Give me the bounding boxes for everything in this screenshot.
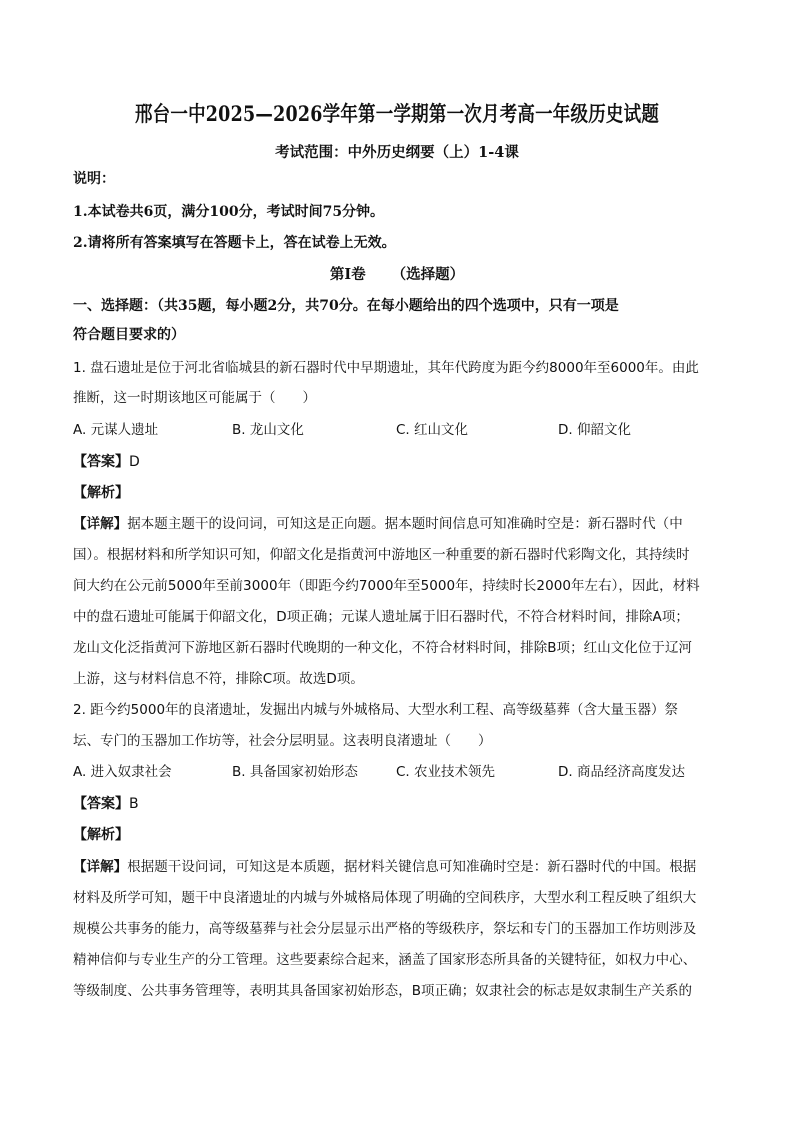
answer-label: 【答案】 bbox=[73, 454, 129, 470]
detail-label: 【详解】 bbox=[73, 516, 128, 532]
instructions-heading: 说明： bbox=[73, 171, 115, 187]
question-stem: 推断，这一时期该地区可能属于（ ） bbox=[73, 390, 316, 406]
question-stem: 1. 盘石遗址是位于河北省临城县的新石器时代中早期遗址，其年代跨度为距今约8000年至6000年。由此 bbox=[73, 360, 699, 376]
section-instruction: 一、选择题：（共35题，每小题2分，共70分。在每小题给出的四个选项中，只有一项是 bbox=[73, 298, 619, 314]
option-c: C. 农业技术领先 bbox=[396, 764, 496, 780]
analysis-line bbox=[73, 825, 723, 845]
option-a: A. 元谋人遗址 bbox=[73, 422, 159, 438]
detail-line: 龙山文化泛指黄河下游地区新石器时代晚期的一种文化，不符合材料时间，排除B项；红山文化位于辽河 bbox=[73, 640, 693, 656]
section-instruction: 符合题目要求的） bbox=[73, 327, 185, 343]
page-title: 邢台一中2025—2026学年第一学期第一次月考高一年级历史试题 bbox=[134, 101, 660, 126]
option-b: B. 具备国家初始形态 bbox=[232, 764, 358, 780]
option-d: D. 仰韶文化 bbox=[558, 422, 631, 438]
exam-scope: 考试范围：中外历史纲要（上）1-4课 bbox=[275, 144, 519, 161]
answer-value: B bbox=[129, 796, 139, 812]
option-c: C. 红山文化 bbox=[396, 422, 469, 438]
question-stem: 2. 距今约5000年的良渚遗址，发掘出内城与外城格局、大型水利工程、高等级墓葬（含大量玉器）祭 bbox=[73, 702, 679, 718]
detail-line: 【详解】根据题干设问词，可知这是本质题，据材料关键信息可知准确时空是：新石器时代的中国。根据 bbox=[73, 859, 697, 875]
option-d: D. 商品经济高度发达 bbox=[558, 764, 685, 780]
answer-value: D bbox=[129, 454, 140, 470]
detail-line: 材料及所学可知，题干中良渚遗址的内城与外城格局体现了明确的空间秩序，大型水利工程反映了组织大 bbox=[73, 890, 697, 906]
detail-line: 上游，这与材料信息不符，排除C项。故选D项。 bbox=[73, 671, 364, 687]
section-kind: （选择题） bbox=[391, 266, 465, 283]
detail-line: 等级制度、公共事务管理等，表明其具备国家初始形态，B项正确；奴隶社会的标志是奴隶制生产关系的 bbox=[73, 983, 693, 999]
detail-line: 中的盘石遗址可能属于仰韶文化，D项正确；元谋人遗址属于旧石器时代，不符合材料时间，排除A项； bbox=[73, 609, 689, 625]
analysis-label: 【解析】 bbox=[73, 485, 129, 501]
answer-line bbox=[73, 452, 723, 472]
option-a: A. 进入奴隶社会 bbox=[73, 764, 172, 780]
instruction-item: 1.本试卷共6页，满分100分，考试时间75分钟。 bbox=[73, 204, 385, 220]
answer-label: 【答案】 bbox=[73, 796, 129, 812]
detail-line: 国）。根据材料和所学知识可知，仰韶文化是指黄河中游地区一种重要的新石器时代彩陶文化，其持续时 bbox=[73, 547, 690, 563]
detail-line: 精神信仰与专业生产的分工管理。这些要素综合起来，涵盖了国家形态所具备的关键特征，如权力中心、 bbox=[73, 952, 697, 968]
detail-line: 规模公共事务的能力，高等级墓葬与社会分层显示出严格的等级秩序，祭坛和专门的玉器加工作坊则涉及 bbox=[73, 921, 697, 937]
detail-label: 【详解】 bbox=[73, 859, 128, 875]
answer-line bbox=[73, 794, 723, 814]
instruction-item: 2.请将所有答案填写在答题卡上，答在试卷上无效。 bbox=[73, 235, 396, 251]
detail-line: 【详解】据本题主题干的设问词，可知这是正向题。据本题时间信息可知准确时空是：新石器时代（中 bbox=[73, 516, 683, 532]
section-volume: 第Ⅰ卷 bbox=[329, 266, 366, 283]
section-heading bbox=[0, 263, 794, 284]
analysis-label: 【解析】 bbox=[73, 827, 129, 843]
option-b: B. 龙山文化 bbox=[232, 422, 304, 438]
detail-line: 间大约在公元前5000年至前3000年（即距今约7000年至5000年，持续时长2000年左右），因此，材料 bbox=[73, 578, 700, 594]
analysis-line bbox=[73, 483, 723, 503]
question-stem: 坛、专门的玉器加工作坊等，社会分层明显。这表明良渚遗址（ ） bbox=[73, 733, 492, 749]
